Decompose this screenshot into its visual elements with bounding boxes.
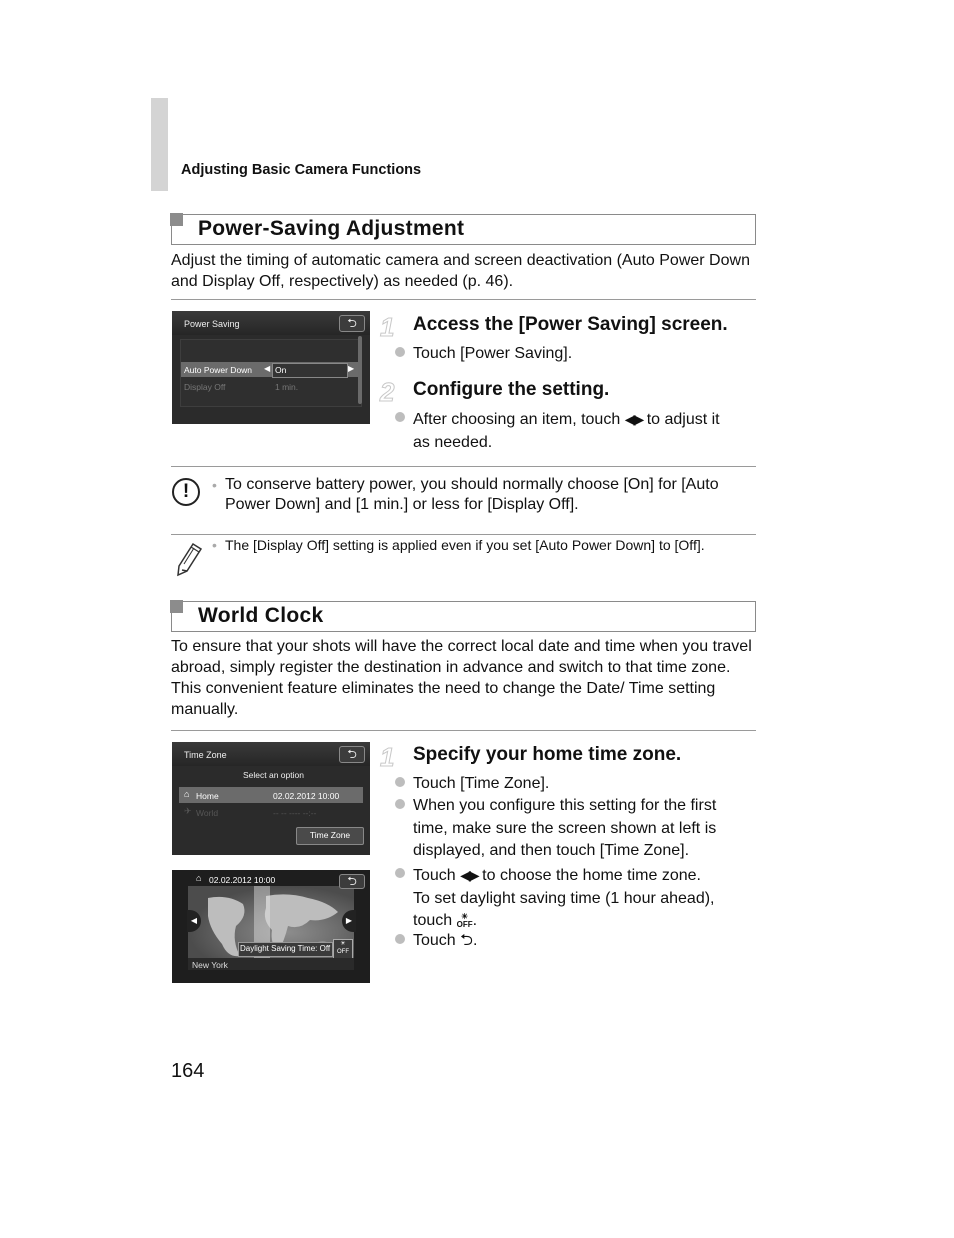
heading-marker-icon	[170, 213, 183, 226]
chapter-tab-bar	[151, 98, 168, 191]
page-number: 164	[171, 1060, 205, 1082]
left-right-arrows-icon: ◀▶	[460, 867, 478, 883]
daylight-saving-icon: ☀ OFF	[456, 912, 473, 929]
arrow-left-icon[interactable]: ◀	[187, 910, 201, 932]
section-intro: Adjust the timing of automatic camera and screen deactivation (Auto Power Down and Display Off, respectively) as needed (p. 46).	[171, 252, 750, 290]
auto-power-down-value: On	[275, 365, 287, 375]
step-title: Configure the setting.	[413, 379, 610, 400]
caution-icon: !	[172, 478, 200, 506]
pencil-memo-icon	[173, 540, 205, 578]
divider	[171, 299, 756, 300]
left-right-arrows-icon: ◀▶	[624, 411, 643, 427]
display-off-label[interactable]: Display Off	[184, 382, 226, 392]
screen-title: Time Zone	[184, 750, 227, 760]
arrow-right-icon[interactable]: ▶	[342, 910, 356, 932]
city-name: New York	[192, 960, 228, 970]
back-arrow-icon: ⮌	[460, 932, 473, 949]
step-bullet: When you configure this setting for the first time, make sure the screen shown at left is displayed, and then touch [Time Zone].	[413, 795, 753, 863]
section-heading-world-clock	[171, 601, 756, 632]
step-number: 2	[380, 377, 395, 407]
step-title: Access the [Power Saving] screen.	[413, 314, 728, 335]
world-label[interactable]: World	[196, 808, 219, 818]
divider	[171, 466, 756, 467]
back-icon[interactable]: ⮌	[339, 874, 365, 889]
step-bullet: Touch [Power Saving].	[413, 343, 572, 366]
heading-marker-icon	[170, 600, 183, 613]
step-bullet: After choosing an item, touch ◀▶ to adjust it as needed.	[413, 408, 758, 454]
step-bullet: Touch ◀▶ to choose the home time zone. To set daylight saving time (1 hour ahead), touch ☀ OFF.	[413, 864, 758, 933]
memo-note: • The [Display Off] setting is applied even if you set [Auto Power Down] to [Off].	[212, 537, 705, 553]
map-datetime: 02.02.2012 10:00	[209, 875, 276, 885]
running-header: Adjusting Basic Camera Functions	[181, 162, 422, 178]
step-bullet: Touch [Time Zone].	[413, 773, 549, 796]
section-title: World Clock	[198, 604, 324, 627]
home-icon: ⌂	[184, 789, 190, 799]
step-title: Specify your home time zone.	[413, 744, 682, 765]
time-zone-button[interactable]: Time Zone	[296, 827, 364, 845]
auto-power-down-label: Auto Power Down	[184, 365, 253, 375]
home-datetime: 02.02.2012 10:00	[273, 791, 340, 801]
caution-note: • To conserve battery power, you should normally choose [On] for [Auto Power Down] and [1 min.] or less for [Display Off].	[212, 476, 719, 513]
camera-screen-time-zone	[172, 742, 370, 855]
back-icon[interactable]: ⮌	[339, 315, 365, 332]
divider	[171, 730, 756, 731]
display-off-value: 1 min.	[275, 382, 299, 392]
screen-title: Power Saving	[184, 319, 240, 329]
world-datetime: -- -- ---- --:--	[273, 808, 317, 818]
home-label: Home	[196, 791, 219, 801]
airplane-icon: ✈	[184, 806, 192, 816]
camera-screen-world-map	[172, 870, 370, 983]
camera-screen-power-saving	[172, 311, 370, 424]
home-icon: ⌂	[196, 873, 202, 883]
step-number: 1	[380, 742, 395, 772]
dst-toggle-icon[interactable]: ☀ OFF	[333, 939, 353, 959]
screen-prompt: Select an option	[243, 770, 304, 780]
dst-status: Daylight Saving Time: Off	[240, 944, 331, 953]
back-icon[interactable]: ⮌	[339, 746, 365, 763]
step-number: 1	[380, 312, 395, 342]
section-title: Power-Saving Adjustment	[198, 217, 465, 240]
step-bullet: Touch ⮌.	[413, 930, 477, 953]
arrow-right-icon[interactable]: ▶	[348, 364, 355, 373]
divider	[171, 534, 756, 535]
section-intro: To ensure that your shots will have the correct local date and time when you travel abroad, simply register the destination in advance and switch to that time zone. This convenient feature eliminates the need to change the Date/ Time setting manually.	[171, 638, 752, 718]
section-heading-power-saving	[171, 214, 756, 245]
arrow-left-icon[interactable]: ◀	[264, 364, 271, 373]
